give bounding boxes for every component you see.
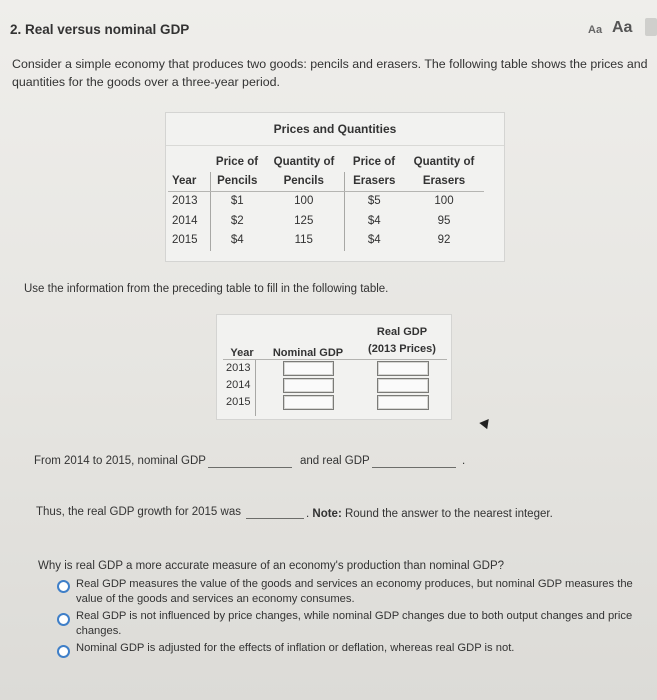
col-real-gdp-l2: (2013 Prices) <box>368 343 436 355</box>
row-year: 2014 <box>226 379 251 391</box>
option-2-radio[interactable] <box>57 613 70 626</box>
cell-qty-erasers: 95 <box>437 214 451 227</box>
prices-quantities-table <box>165 112 505 262</box>
nominal-gdp-2013-input[interactable] <box>283 361 334 376</box>
col-year: Year <box>230 347 254 359</box>
table-divider <box>166 145 504 146</box>
table-row <box>168 192 484 212</box>
col-year: Year <box>168 172 210 192</box>
cell-qty-pencils: 100 <box>264 192 344 212</box>
cell-year: 2014 <box>168 212 210 232</box>
cell-qty-pencils: 115 <box>264 231 344 251</box>
cell-qty-erasers: 92 <box>437 234 451 246</box>
header-divider <box>223 359 447 360</box>
col-price-pencils-l1: Price of <box>215 156 259 168</box>
cell-year: 2015 <box>168 231 210 251</box>
column-divider <box>255 360 256 416</box>
mc-question: Why is real GDP a more accurate measure of an economy's production than nominal GDP? <box>38 560 505 572</box>
option-1-label[interactable] <box>76 577 646 607</box>
col-price-erasers-l1: Price of <box>352 156 396 168</box>
option-3-label[interactable] <box>76 641 646 656</box>
note-text: Round the answer to the nearest integer. <box>344 508 553 520</box>
table-row <box>168 212 484 232</box>
nominal-gdp-change-dropdown[interactable] <box>208 467 292 468</box>
question-title: 2. Real versus nominal GDP <box>10 22 190 37</box>
cell-qty-pencils: 125 <box>264 212 344 232</box>
note-line <box>306 508 553 520</box>
col-qty-pencils-l2: Pencils <box>264 172 344 192</box>
cell-price-pencils: $1 <box>230 195 244 207</box>
col-price-pencils-l2: Pencils <box>210 172 264 192</box>
nominal-gdp-2015-input[interactable] <box>283 395 334 410</box>
col-nominal-gdp: Nominal GDP <box>272 347 344 359</box>
real-gdp-change-dropdown[interactable] <box>372 467 456 468</box>
option-2-line1: Real GDP is not influenced by price changes, while nominal GDP changes due to both output changes and price <box>76 610 633 622</box>
prices-table-grid <box>168 153 484 251</box>
col-qty-erasers-l2: Erasers <box>404 172 484 192</box>
instruction-text: Use the information from the preceding table to fill in the following table. <box>24 283 389 295</box>
option-3-radio[interactable] <box>57 645 70 658</box>
note-label: Note: <box>312 508 342 520</box>
cell-price-erasers: $4 <box>367 234 381 246</box>
cell-year: 2013 <box>168 192 210 212</box>
table-title: Prices and Quantities <box>273 122 397 136</box>
table-row <box>168 231 484 251</box>
option-3-line1: Nominal GDP is adjusted for the effects of inflation or deflation, whereas real GDP is not. <box>76 642 515 654</box>
real-gdp-growth-input[interactable] <box>246 518 304 519</box>
col-qty-erasers-l1: Quantity of <box>413 156 475 168</box>
nominal-gdp-2014-input[interactable] <box>283 378 334 393</box>
option-2-line2: changes. <box>76 625 122 637</box>
sentence1-text: From 2014 to 2015, nominal GDP <box>34 455 206 467</box>
sentence2-period: . <box>306 508 313 520</box>
row-year: 2015 <box>226 396 251 408</box>
cell-qty-erasers: 100 <box>434 195 454 207</box>
real-gdp-2015-input[interactable] <box>377 395 429 410</box>
row-year: 2013 <box>226 362 251 374</box>
sentence1-text2: and real GDP <box>300 455 370 467</box>
cell-price-erasers: $5 <box>367 195 381 207</box>
option-2-label[interactable] <box>76 609 646 639</box>
gdp-table <box>216 314 452 420</box>
col-qty-pencils-l1: Quantity of <box>273 156 335 168</box>
sentence2-text: Thus, the real GDP growth for 2015 was <box>36 506 241 518</box>
real-gdp-2013-input[interactable] <box>377 361 429 376</box>
col-price-erasers-l2: Erasers <box>344 172 404 192</box>
option-1-line1: Real GDP measures the value of the goods and services an economy produces, but nominal GDP measures the <box>76 578 633 590</box>
cell-price-pencils: $4 <box>230 234 244 246</box>
sentence1-period: . <box>462 455 466 467</box>
menu-icon[interactable] <box>645 18 657 36</box>
decrease-font-button[interactable]: Aa <box>588 24 603 36</box>
cell-price-pencils: $2 <box>230 214 244 227</box>
cell-price-erasers: $4 <box>367 214 381 227</box>
real-gdp-2014-input[interactable] <box>377 378 429 393</box>
option-1-radio[interactable] <box>57 580 70 593</box>
intro-paragraph: Consider a simple economy that produces two goods: pencils and erasers. The following table shows the prices and quantities for the goods over a three-year period. <box>12 57 648 89</box>
col-real-gdp-l1: Real GDP <box>376 326 428 338</box>
option-1-line2: value of the goods and services an economy consumes. <box>76 593 355 605</box>
increase-font-button[interactable]: Aa <box>612 19 633 36</box>
